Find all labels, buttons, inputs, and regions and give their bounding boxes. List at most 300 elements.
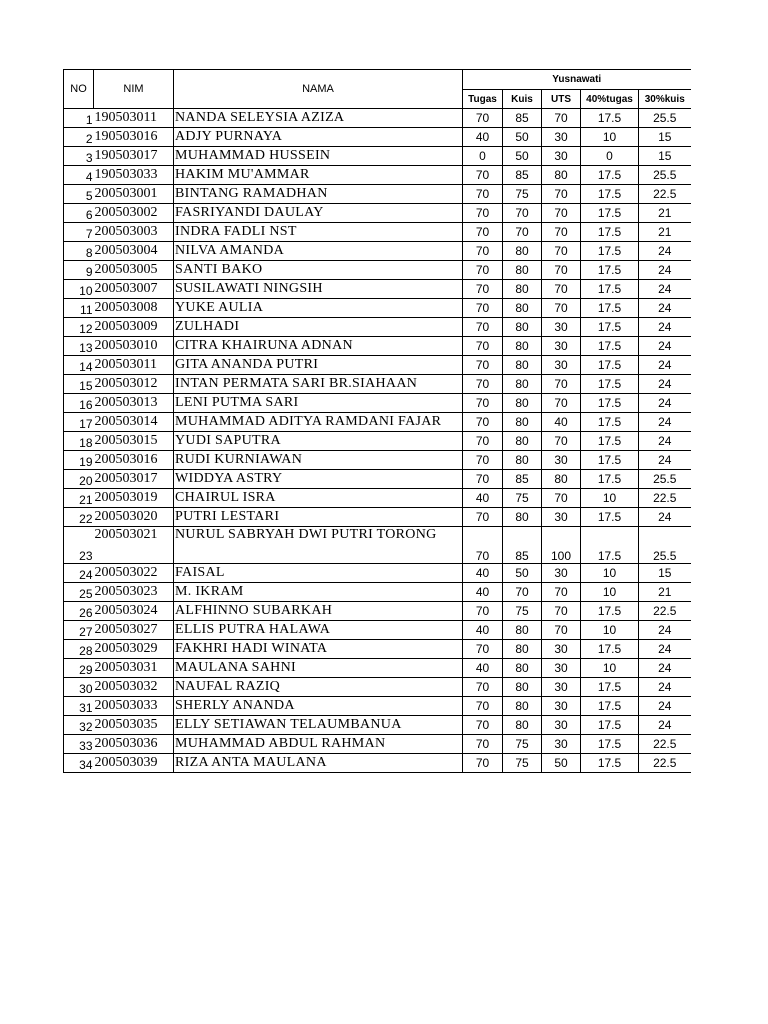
cell-tugas[interactable]: 40 [463, 564, 503, 583]
table-row [64, 621, 691, 640]
cell-no[interactable]: 27 [64, 621, 94, 640]
header-30-kuis[interactable]: 30%kuis [639, 90, 691, 109]
cell-30-kuis[interactable]: 24 [639, 375, 691, 394]
cell-nama[interactable]: HAKIM MU'AMMAR [174, 166, 463, 185]
table-row [64, 166, 691, 185]
cell-uts[interactable]: 30 [542, 640, 581, 659]
cell-kuis[interactable]: 75 [503, 489, 542, 508]
cell-uts[interactable]: 30 [542, 678, 581, 697]
cell-nim[interactable]: 200503004 [94, 242, 174, 261]
cell-kuis[interactable]: 70 [503, 204, 542, 223]
cell-40-tugas[interactable]: 0 [581, 147, 639, 166]
cell-kuis[interactable]: 80 [503, 621, 542, 640]
cell-kuis[interactable]: 80 [503, 337, 542, 356]
cell-nama[interactable]: ELLIS PUTRA HALAWA [174, 621, 463, 640]
cell-no[interactable]: 14 [64, 356, 94, 375]
cell-40-tugas[interactable]: 10 [581, 128, 639, 147]
cell-30-kuis[interactable]: 24 [639, 337, 691, 356]
cell-nim[interactable]: 190503011 [94, 109, 174, 128]
table-row [64, 204, 691, 223]
cell-uts[interactable]: 100 [542, 527, 581, 564]
cell-nim[interactable]: 200503039 [94, 754, 174, 773]
cell-40-tugas[interactable]: 17.5 [581, 754, 639, 773]
cell-no[interactable]: 21 [64, 489, 94, 508]
cell-kuis[interactable]: 80 [503, 451, 542, 470]
cell-nama[interactable]: SUSILAWATI NINGSIH [174, 280, 463, 299]
cell-40-tugas[interactable]: 17.5 [581, 451, 639, 470]
cell-30-kuis[interactable]: 24 [639, 678, 691, 697]
cell-40-tugas[interactable]: 10 [581, 621, 639, 640]
cell-30-kuis[interactable]: 24 [639, 394, 691, 413]
cell-40-tugas[interactable]: 10 [581, 659, 639, 678]
table-row [64, 678, 691, 697]
cell-no[interactable]: 34 [64, 754, 94, 773]
cell-30-kuis[interactable]: 24 [639, 356, 691, 375]
cell-uts[interactable]: 70 [542, 185, 581, 204]
cell-uts[interactable]: 70 [542, 489, 581, 508]
cell-tugas[interactable]: 70 [463, 356, 503, 375]
cell-no[interactable]: 30 [64, 678, 94, 697]
header-group-yusnawati[interactable]: Yusnawati [463, 70, 691, 90]
cell-no[interactable]: 6 [64, 204, 94, 223]
cell-40-tugas[interactable]: 17.5 [581, 318, 639, 337]
cell-nim[interactable]: 200503009 [94, 318, 174, 337]
cell-tugas[interactable]: 70 [463, 413, 503, 432]
cell-uts[interactable]: 80 [542, 470, 581, 489]
cell-no[interactable]: 5 [64, 185, 94, 204]
cell-nim[interactable]: 200503033 [94, 697, 174, 716]
table-row [64, 583, 691, 602]
cell-30-kuis[interactable]: 22.5 [639, 602, 691, 621]
cell-kuis[interactable]: 80 [503, 299, 542, 318]
cell-kuis[interactable]: 85 [503, 109, 542, 128]
cell-nim[interactable]: 200503011 [94, 356, 174, 375]
cell-tugas[interactable]: 40 [463, 621, 503, 640]
cell-30-kuis[interactable]: 22.5 [639, 754, 691, 773]
cell-40-tugas[interactable]: 17.5 [581, 185, 639, 204]
cell-tugas[interactable]: 70 [463, 508, 503, 527]
cell-tugas[interactable]: 70 [463, 470, 503, 489]
cell-tugas[interactable]: 70 [463, 242, 503, 261]
cell-uts[interactable]: 70 [542, 109, 581, 128]
cell-40-tugas[interactable]: 17.5 [581, 602, 639, 621]
cell-nama[interactable]: SANTI BAKO [174, 261, 463, 280]
cell-uts[interactable]: 30 [542, 356, 581, 375]
cell-nama[interactable]: M. IKRAM [174, 583, 463, 602]
cell-30-kuis[interactable]: 21 [639, 223, 691, 242]
cell-nama[interactable]: RUDI KURNIAWAN [174, 451, 463, 470]
cell-nim[interactable]: 200503010 [94, 337, 174, 356]
cell-tugas[interactable]: 70 [463, 678, 503, 697]
cell-kuis[interactable]: 85 [503, 527, 542, 564]
table-row [64, 451, 691, 470]
cell-30-kuis[interactable]: 21 [639, 204, 691, 223]
cell-uts[interactable]: 30 [542, 564, 581, 583]
table-row [64, 147, 691, 166]
cell-30-kuis[interactable]: 24 [639, 280, 691, 299]
cell-no[interactable]: 31 [64, 697, 94, 716]
cell-no[interactable]: 19 [64, 451, 94, 470]
cell-tugas[interactable]: 70 [463, 299, 503, 318]
cell-tugas[interactable]: 70 [463, 394, 503, 413]
table-row [64, 128, 691, 147]
cell-nim[interactable]: 200503020 [94, 508, 174, 527]
cell-no[interactable]: 9 [64, 261, 94, 280]
cell-nim[interactable]: 200503007 [94, 280, 174, 299]
header-uts[interactable]: UTS [542, 90, 581, 109]
cell-no[interactable]: 1 [64, 109, 94, 128]
cell-nim[interactable]: 200503016 [94, 451, 174, 470]
cell-30-kuis[interactable]: 22.5 [639, 185, 691, 204]
cell-40-tugas[interactable]: 10 [581, 564, 639, 583]
cell-kuis[interactable]: 80 [503, 716, 542, 735]
cell-40-tugas[interactable]: 17.5 [581, 261, 639, 280]
cell-nama[interactable]: INDRA FADLI NST [174, 223, 463, 242]
cell-tugas[interactable]: 70 [463, 166, 503, 185]
cell-30-kuis[interactable]: 25.5 [639, 470, 691, 489]
cell-30-kuis[interactable]: 22.5 [639, 489, 691, 508]
cell-40-tugas[interactable]: 17.5 [581, 223, 639, 242]
cell-uts[interactable]: 30 [542, 337, 581, 356]
cell-nama[interactable]: MAULANA SAHNI [174, 659, 463, 678]
cell-uts[interactable]: 40 [542, 413, 581, 432]
cell-kuis[interactable]: 80 [503, 640, 542, 659]
cell-30-kuis[interactable]: 24 [639, 697, 691, 716]
cell-40-tugas[interactable]: 17.5 [581, 166, 639, 185]
cell-kuis[interactable]: 80 [503, 659, 542, 678]
cell-nama[interactable]: CHAIRUL ISRA [174, 489, 463, 508]
table-row [64, 659, 691, 678]
cell-no[interactable]: 33 [64, 735, 94, 754]
cell-nama[interactable]: GITA ANANDA PUTRI [174, 356, 463, 375]
table-row [64, 242, 691, 261]
cell-tugas[interactable]: 40 [463, 583, 503, 602]
cell-nama[interactable]: FAISAL [174, 564, 463, 583]
cell-30-kuis[interactable]: 24 [639, 716, 691, 735]
cell-tugas[interactable]: 70 [463, 697, 503, 716]
cell-uts[interactable]: 70 [542, 299, 581, 318]
cell-40-tugas[interactable]: 17.5 [581, 299, 639, 318]
cell-tugas[interactable]: 40 [463, 128, 503, 147]
cell-tugas[interactable]: 70 [463, 754, 503, 773]
cell-uts[interactable]: 50 [542, 754, 581, 773]
cell-no[interactable]: 23 [64, 527, 94, 564]
cell-nim[interactable]: 200503014 [94, 413, 174, 432]
cell-nama[interactable]: MUHAMMAD ABDUL RAHMAN [174, 735, 463, 754]
cell-nim[interactable]: 200503003 [94, 223, 174, 242]
cell-nim[interactable]: 200503021 [94, 527, 174, 564]
cell-nama[interactable]: YUDI SAPUTRA [174, 432, 463, 451]
cell-uts[interactable]: 30 [542, 451, 581, 470]
cell-kuis[interactable]: 80 [503, 280, 542, 299]
cell-nim[interactable]: 200503013 [94, 394, 174, 413]
cell-tugas[interactable]: 70 [463, 602, 503, 621]
cell-kuis[interactable]: 80 [503, 508, 542, 527]
cell-kuis[interactable]: 85 [503, 470, 542, 489]
header-nim[interactable]: NIM [94, 70, 174, 109]
cell-40-tugas[interactable]: 17.5 [581, 640, 639, 659]
cell-tugas[interactable]: 70 [463, 185, 503, 204]
cell-nim[interactable]: 200503017 [94, 470, 174, 489]
cell-40-tugas[interactable]: 17.5 [581, 716, 639, 735]
header-tugas[interactable]: Tugas [463, 90, 503, 109]
cell-kuis[interactable]: 80 [503, 318, 542, 337]
cell-no[interactable]: 3 [64, 147, 94, 166]
table-row [64, 280, 691, 299]
cell-kuis[interactable]: 80 [503, 432, 542, 451]
cell-uts[interactable]: 70 [542, 602, 581, 621]
cell-nim[interactable]: 200503008 [94, 299, 174, 318]
cell-no[interactable]: 18 [64, 432, 94, 451]
cell-kuis[interactable]: 80 [503, 261, 542, 280]
cell-tugas[interactable]: 70 [463, 432, 503, 451]
cell-nama[interactable]: WIDDYA ASTRY [174, 470, 463, 489]
cell-kuis[interactable]: 50 [503, 128, 542, 147]
cell-uts[interactable]: 30 [542, 716, 581, 735]
cell-tugas[interactable]: 70 [463, 451, 503, 470]
cell-nim[interactable]: 200503002 [94, 204, 174, 223]
cell-40-tugas[interactable]: 17.5 [581, 109, 639, 128]
cell-no[interactable]: 12 [64, 318, 94, 337]
table-row [64, 640, 691, 659]
cell-30-kuis[interactable]: 15 [639, 147, 691, 166]
cell-kuis[interactable]: 70 [503, 223, 542, 242]
cell-30-kuis[interactable]: 24 [639, 261, 691, 280]
cell-kuis[interactable]: 75 [503, 602, 542, 621]
cell-kuis[interactable]: 85 [503, 166, 542, 185]
cell-nim[interactable]: 190503016 [94, 128, 174, 147]
cell-no[interactable]: 10 [64, 280, 94, 299]
cell-nama[interactable]: NILVA AMANDA [174, 242, 463, 261]
cell-nama[interactable]: ADJY PURNAYA [174, 128, 463, 147]
cell-nama[interactable]: NANDA SELEYSIA AZIZA [174, 109, 463, 128]
cell-nama[interactable]: LENI PUTMA SARI [174, 394, 463, 413]
header-40-tugas[interactable]: 40%tugas [581, 90, 639, 109]
cell-tugas[interactable]: 70 [463, 280, 503, 299]
cell-no[interactable]: 13 [64, 337, 94, 356]
cell-kuis[interactable]: 75 [503, 754, 542, 773]
cell-40-tugas[interactable]: 17.5 [581, 242, 639, 261]
cell-30-kuis[interactable]: 24 [639, 299, 691, 318]
cell-kuis[interactable]: 70 [503, 583, 542, 602]
cell-40-tugas[interactable]: 17.5 [581, 678, 639, 697]
cell-tugas[interactable]: 40 [463, 489, 503, 508]
cell-nim[interactable]: 200503036 [94, 735, 174, 754]
cell-tugas[interactable]: 70 [463, 375, 503, 394]
cell-40-tugas[interactable]: 17.5 [581, 413, 639, 432]
cell-30-kuis[interactable]: 22.5 [639, 735, 691, 754]
cell-40-tugas[interactable]: 17.5 [581, 204, 639, 223]
cell-nim[interactable]: 200503031 [94, 659, 174, 678]
grade-table-body [64, 70, 691, 773]
cell-tugas[interactable]: 70 [463, 109, 503, 128]
cell-30-kuis[interactable]: 24 [639, 621, 691, 640]
cell-30-kuis[interactable]: 21 [639, 583, 691, 602]
cell-30-kuis[interactable]: 24 [639, 659, 691, 678]
cell-30-kuis[interactable]: 24 [639, 413, 691, 432]
cell-tugas[interactable]: 70 [463, 527, 503, 564]
cell-no[interactable]: 2 [64, 128, 94, 147]
cell-no[interactable]: 25 [64, 583, 94, 602]
cell-nama[interactable]: NAUFAL RAZIQ [174, 678, 463, 697]
cell-nim[interactable]: 200503001 [94, 185, 174, 204]
cell-30-kuis[interactable]: 24 [639, 432, 691, 451]
cell-nama[interactable]: MUHAMMAD HUSSEIN [174, 147, 463, 166]
cell-nim[interactable]: 200503029 [94, 640, 174, 659]
cell-nama[interactable]: ZULHADI [174, 318, 463, 337]
cell-kuis[interactable]: 80 [503, 394, 542, 413]
cell-uts[interactable]: 70 [542, 375, 581, 394]
cell-uts[interactable]: 70 [542, 583, 581, 602]
cell-nim[interactable]: 200503027 [94, 621, 174, 640]
cell-30-kuis[interactable]: 24 [639, 242, 691, 261]
cell-40-tugas[interactable]: 17.5 [581, 375, 639, 394]
cell-tugas[interactable]: 70 [463, 204, 503, 223]
cell-kuis[interactable]: 80 [503, 242, 542, 261]
table-row [64, 470, 691, 489]
cell-uts[interactable]: 70 [542, 261, 581, 280]
cell-30-kuis[interactable]: 25.5 [639, 527, 691, 564]
cell-uts[interactable]: 70 [542, 204, 581, 223]
cell-kuis[interactable]: 80 [503, 697, 542, 716]
cell-nama[interactable]: YUKE AULIA [174, 299, 463, 318]
cell-nama[interactable]: INTAN PERMATA SARI BR.SIAHAAN [174, 375, 463, 394]
cell-nim[interactable]: 190503033 [94, 166, 174, 185]
cell-40-tugas[interactable]: 17.5 [581, 280, 639, 299]
cell-kuis[interactable]: 80 [503, 678, 542, 697]
cell-30-kuis[interactable]: 24 [639, 318, 691, 337]
cell-tugas[interactable]: 70 [463, 318, 503, 337]
cell-40-tugas[interactable]: 17.5 [581, 697, 639, 716]
cell-nama[interactable]: SHERLY ANANDA [174, 697, 463, 716]
cell-nama[interactable]: ELLY SETIAWAN TELAUMBANUA [174, 716, 463, 735]
cell-uts[interactable]: 80 [542, 166, 581, 185]
header-no[interactable]: NO [64, 70, 94, 109]
cell-40-tugas[interactable]: 17.5 [581, 356, 639, 375]
cell-no[interactable]: 17 [64, 413, 94, 432]
cell-30-kuis[interactable]: 25.5 [639, 166, 691, 185]
cell-40-tugas[interactable]: 17.5 [581, 508, 639, 527]
cell-no[interactable]: 7 [64, 223, 94, 242]
cell-nama[interactable]: RIZA ANTA MAULANA [174, 754, 463, 773]
cell-no[interactable]: 4 [64, 166, 94, 185]
cell-uts[interactable]: 30 [542, 697, 581, 716]
cell-nim[interactable]: 200503023 [94, 583, 174, 602]
cell-30-kuis[interactable]: 24 [639, 451, 691, 470]
cell-40-tugas[interactable]: 17.5 [581, 470, 639, 489]
cell-nama[interactable]: CITRA KHAIRUNA ADNAN [174, 337, 463, 356]
cell-uts[interactable]: 30 [542, 318, 581, 337]
cell-30-kuis[interactable]: 15 [639, 564, 691, 583]
header-kuis[interactable]: Kuis [503, 90, 542, 109]
cell-uts[interactable]: 30 [542, 128, 581, 147]
cell-nim[interactable]: 200503032 [94, 678, 174, 697]
cell-tugas[interactable]: 40 [463, 659, 503, 678]
cell-no[interactable]: 29 [64, 659, 94, 678]
table-row [64, 527, 691, 564]
cell-tugas[interactable]: 70 [463, 337, 503, 356]
cell-nim[interactable]: 200503005 [94, 261, 174, 280]
cell-30-kuis[interactable]: 24 [639, 640, 691, 659]
cell-tugas[interactable]: 70 [463, 223, 503, 242]
cell-30-kuis[interactable]: 25.5 [639, 109, 691, 128]
cell-40-tugas[interactable]: 17.5 [581, 394, 639, 413]
cell-uts[interactable]: 70 [542, 223, 581, 242]
cell-nim[interactable]: 190503017 [94, 147, 174, 166]
cell-uts[interactable]: 30 [542, 508, 581, 527]
cell-uts[interactable]: 70 [542, 394, 581, 413]
cell-no[interactable]: 20 [64, 470, 94, 489]
cell-40-tugas[interactable]: 10 [581, 583, 639, 602]
cell-30-kuis[interactable]: 15 [639, 128, 691, 147]
table-row [64, 508, 691, 527]
cell-kuis[interactable]: 80 [503, 375, 542, 394]
cell-30-kuis[interactable]: 24 [639, 508, 691, 527]
cell-nim[interactable]: 200503012 [94, 375, 174, 394]
cell-no[interactable]: 15 [64, 375, 94, 394]
cell-40-tugas[interactable]: 17.5 [581, 735, 639, 754]
cell-uts[interactable]: 30 [542, 147, 581, 166]
cell-uts[interactable]: 70 [542, 280, 581, 299]
cell-nim[interactable]: 200503019 [94, 489, 174, 508]
table-row [64, 735, 691, 754]
cell-no[interactable]: 24 [64, 564, 94, 583]
cell-uts[interactable]: 70 [542, 621, 581, 640]
cell-nim[interactable]: 200503035 [94, 716, 174, 735]
cell-kuis[interactable]: 50 [503, 147, 542, 166]
cell-nama[interactable]: PUTRI LESTARI [174, 508, 463, 527]
grade-table [63, 69, 691, 773]
cell-nim[interactable]: 200503024 [94, 602, 174, 621]
cell-no[interactable]: 28 [64, 640, 94, 659]
cell-40-tugas[interactable]: 17.5 [581, 527, 639, 564]
cell-nama[interactable]: ALFHINNO SUBARKAH [174, 602, 463, 621]
cell-nama[interactable]: FASRIYANDI DAULAY [174, 204, 463, 223]
cell-uts[interactable]: 30 [542, 659, 581, 678]
cell-tugas[interactable]: 70 [463, 640, 503, 659]
cell-no[interactable]: 32 [64, 716, 94, 735]
cell-tugas[interactable]: 70 [463, 735, 503, 754]
cell-kuis[interactable]: 80 [503, 356, 542, 375]
cell-uts[interactable]: 70 [542, 242, 581, 261]
cell-kuis[interactable]: 75 [503, 185, 542, 204]
cell-no[interactable]: 11 [64, 299, 94, 318]
header-nama[interactable]: NAMA [174, 70, 463, 109]
cell-tugas[interactable]: 70 [463, 261, 503, 280]
cell-tugas[interactable]: 0 [463, 147, 503, 166]
cell-tugas[interactable]: 70 [463, 716, 503, 735]
cell-nim[interactable]: 200503015 [94, 432, 174, 451]
cell-uts[interactable]: 30 [542, 735, 581, 754]
cell-nama[interactable]: BINTANG RAMADHAN [174, 185, 463, 204]
cell-kuis[interactable]: 50 [503, 564, 542, 583]
cell-nama[interactable]: NURUL SABRYAH DWI PUTRI TORONG [174, 527, 463, 564]
cell-40-tugas[interactable]: 17.5 [581, 432, 639, 451]
cell-no[interactable]: 8 [64, 242, 94, 261]
table-row [64, 261, 691, 280]
cell-kuis[interactable]: 80 [503, 413, 542, 432]
cell-kuis[interactable]: 75 [503, 735, 542, 754]
cell-no[interactable]: 26 [64, 602, 94, 621]
cell-uts[interactable]: 70 [542, 432, 581, 451]
cell-nim[interactable]: 200503022 [94, 564, 174, 583]
cell-no[interactable]: 22 [64, 508, 94, 527]
cell-nama[interactable]: MUHAMMAD ADITYA RAMDANI FAJAR [174, 413, 463, 432]
cell-nama[interactable]: FAKHRI HADI WINATA [174, 640, 463, 659]
cell-40-tugas[interactable]: 10 [581, 489, 639, 508]
cell-40-tugas[interactable]: 17.5 [581, 337, 639, 356]
cell-no[interactable]: 16 [64, 394, 94, 413]
